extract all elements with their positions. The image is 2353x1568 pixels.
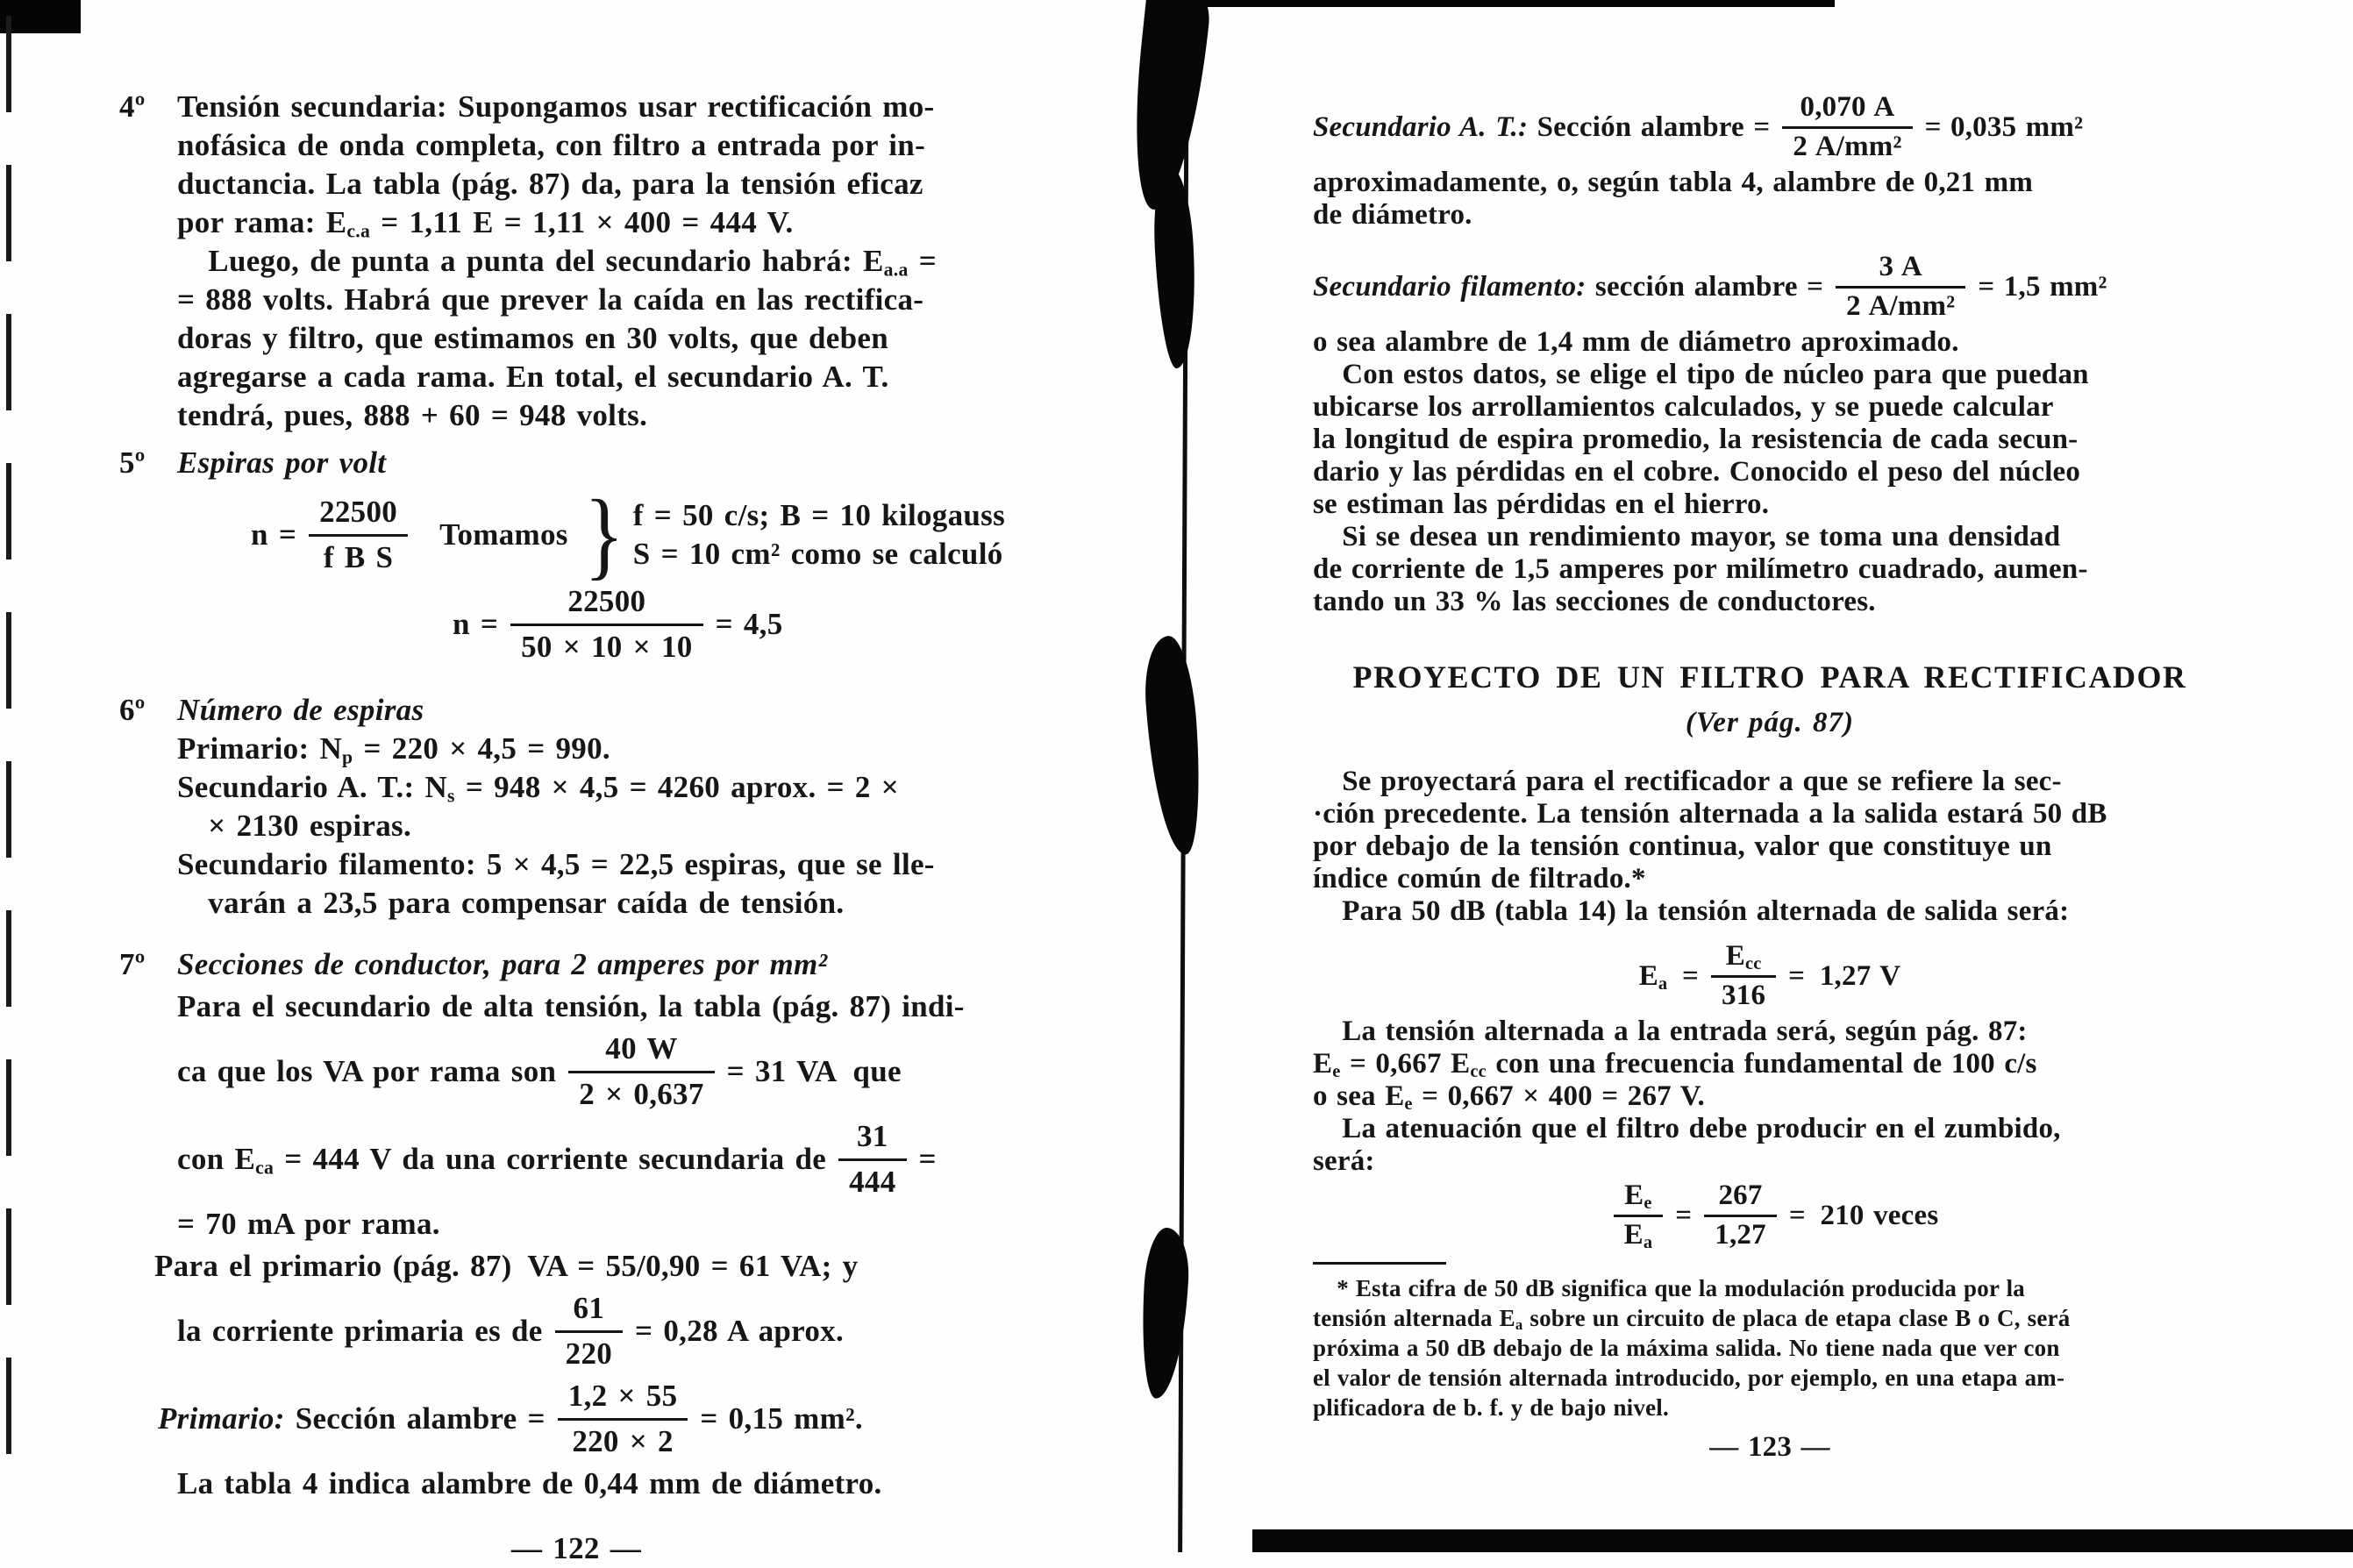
ink-blot-middle bbox=[1141, 634, 1205, 856]
condition-f-b: f = 50 c/s; B = 10 kilogauss bbox=[632, 498, 1005, 532]
section-7-title: Secciones de conductor, para 2 amperes por mm² bbox=[177, 947, 828, 981]
text-line: la longitud de espira promedio, la resistencia de cada secun- bbox=[1313, 424, 2078, 455]
text-line: el valor de tensión alternada introducido, por ejemplo, en una etapa am- bbox=[1313, 1365, 2065, 1391]
formula-atenuacion: $\frac{E_e}{E_a}$ = $\frac{267}{1,27}$ = 210 veces bbox=[1313, 1180, 2227, 1251]
text-line: doras y filtro, que estimamos en 30 volts, que deben bbox=[177, 321, 888, 355]
text-line: * Esta cifra de 50 dB significa que la modulación producida por la bbox=[1313, 1275, 2025, 1301]
text-line: de diámetro. bbox=[1313, 199, 1472, 231]
text-line: = 888 volts. Habrá que prever la caída en las rectifica- bbox=[177, 282, 924, 317]
text-line: tando un 33 % las secciones de conductores. bbox=[1313, 586, 1876, 617]
formula-secundario-filamento: Secundario filamento: sección alambre = $\frac{3 A}{\text{2 A/mm²}}$ = 1,5 mm² bbox=[1313, 251, 2107, 322]
paragraph-con-estos-datos bbox=[1313, 359, 2227, 521]
section-7-number: 7º bbox=[119, 947, 146, 981]
page-number-122: — 122 — bbox=[510, 1531, 642, 1565]
text-line: Con estos datos, se elige el tipo de núcleo para que puedan bbox=[1313, 359, 2089, 390]
fraction-12x55: $\frac{1,2 \times 55}{220 \times 2}$ bbox=[558, 1377, 688, 1461]
text-line: ductancia. La tabla (pág. 87) da, para la tensión eficaz bbox=[177, 167, 923, 201]
formula-corriente-primaria: la corriente primaria es de $\frac{61}{220}$ = 0,28 A aprox. bbox=[119, 1289, 1033, 1373]
section-6-numero-de-espiras bbox=[119, 730, 1033, 923]
page-number-123: — 123 — bbox=[1709, 1431, 1830, 1463]
ink-blot-top-tail bbox=[1151, 166, 1200, 369]
section-6-text bbox=[177, 730, 1033, 923]
chapter-heading: PROYECTO DE UN FILTRO PARA RECTIFICADOR bbox=[1352, 659, 2187, 695]
top-edge-scan-bar bbox=[1159, 0, 1835, 7]
section-7-line-1: Para el secundario de alta tensión, la tabla (pág. 87) indi- bbox=[177, 989, 965, 1023]
section-5-heading bbox=[119, 444, 1033, 482]
corner-scan-block bbox=[0, 0, 81, 33]
section-4-text bbox=[177, 88, 1033, 435]
bottom-edge-scan-bar bbox=[1252, 1529, 2353, 1552]
formula-seccion-alambre-primario: Primario: Sección alambre = $\frac{1,2 \times 55}{220 \times 2}$ = 0,15 mm². bbox=[119, 1377, 1033, 1461]
condition-s: S = 10 cm² como se calculó bbox=[632, 537, 1003, 571]
text-line: plificadora de b. f. y de bajo nivel. bbox=[1313, 1394, 1669, 1421]
paragraph-la-tension bbox=[1313, 1016, 2227, 1178]
text-line: índice común de filtrado.* bbox=[1313, 863, 1646, 894]
text-line: × 2130 espiras. bbox=[177, 809, 411, 843]
fraction-61-220: $\frac{61}{220}$ bbox=[555, 1289, 623, 1373]
section-7-line-tabla4: La tabla 4 indica alambre de 0,44 mm de diámetro. bbox=[177, 1466, 882, 1500]
text-line: tensión alternada $E_a$ sobre un circuito de placa de etapa clase B o C, será bbox=[1313, 1305, 2071, 1334]
text-line: próxima a 50 dB debajo de la máxima salida. No tiene nada que ver con bbox=[1313, 1335, 2060, 1361]
text-line: ·ción precedente. La tensión alternada a la salida estará 50 dB bbox=[1313, 798, 2107, 830]
section-7-line-primario-va: Para el primario (pág. 87) VA = 55/0,90 = 61 VA; y bbox=[154, 1249, 859, 1283]
left-edge-scan-line bbox=[6, 16, 11, 1507]
fraction-31-444: $\frac{31}{444}$ bbox=[838, 1117, 906, 1201]
paragraph-si-se-desea bbox=[1313, 521, 2227, 618]
fraction-40w: $\frac{40 W}{2 \times 0,637}$ bbox=[568, 1030, 714, 1114]
ink-blot-lower bbox=[1138, 1227, 1191, 1400]
section-4-number: 4º bbox=[119, 89, 146, 124]
text-line: Para 50 dB (tabla 14) la tensión alternada de salida será: bbox=[1313, 895, 2070, 927]
brace-glyph: } bbox=[583, 481, 624, 589]
section-7-line-70ma: = 70 mA por rama. bbox=[177, 1207, 440, 1241]
tomamos-word: Tomamos bbox=[439, 517, 568, 552]
fraction-3a: $\frac{3 A}{\text{2 A/mm²}}$ bbox=[1836, 251, 1965, 323]
text-line: o sea $E_e = 0,667 \times 400 = 267$ V. bbox=[1313, 1080, 1705, 1115]
text-line: ubicarse los arrollamientos calculados, y se puede calcular bbox=[1313, 391, 2054, 423]
formula-corriente-secundaria: con $E_{ca} = 444$ V da una corriente secundaria de $\frac{31}{444}$ = bbox=[119, 1117, 1033, 1201]
footnote-rule bbox=[1313, 1262, 1446, 1265]
formula-secundario-at: Secundario A. T.: Sección alambre = $\frac{0,070 A}{\text{2 A/mm²}}$ = 0,035 mm² bbox=[1313, 91, 2084, 162]
formula-espiras-por-volt bbox=[251, 481, 1033, 589]
fraction-0070a: $\frac{0,070 A}{\text{2 A/mm²}}$ bbox=[1782, 91, 1912, 163]
fraction-ecc-316: $\frac{E_{cc}}{316}$ bbox=[1711, 940, 1776, 1012]
fraction-22500-501010: $\frac{22500}{50 \times 10 \times 10}$ bbox=[510, 582, 703, 666]
text-line: dario y las pérdidas en el cobre. Conocido el peso del núcleo bbox=[1313, 456, 2081, 488]
text-line: Tensión secundaria: Supongamos usar rectificación mo- bbox=[177, 89, 935, 124]
text-line: agregarse a cada rama. En total, el secundario A. T. bbox=[177, 360, 889, 394]
section-5-title: Espiras por volt bbox=[177, 445, 387, 480]
chapter-subheading: (Ver pág. 87) bbox=[1685, 707, 1855, 738]
text-line: La tensión alternada a la entrada será, según pág. 87: bbox=[1313, 1016, 2028, 1047]
page-122 bbox=[119, 88, 1033, 1568]
text-line: Se proyectará para el rectificador a que se refiere la sec- bbox=[1313, 766, 2062, 797]
formula-rhs: = 4,5 bbox=[715, 607, 783, 641]
text-line: o sea alambre de 1,4 mm de diámetro aproximado. bbox=[1313, 326, 1959, 358]
formula-lhs: n = bbox=[251, 517, 297, 552]
section-6-title: Número de espiras bbox=[177, 693, 424, 727]
footnote-text bbox=[1313, 1273, 2227, 1422]
fraction-267-127: $\frac{267}{1,27}$ bbox=[1704, 1180, 1777, 1251]
after-secundario-at bbox=[1313, 167, 2227, 232]
text-line: se estiman las pérdidas en el hierro. bbox=[1313, 488, 1770, 520]
text-line: Si se desea un rendimiento mayor, se toma una densidad bbox=[1313, 521, 2061, 552]
text-line: varán a 23,5 para compensar caída de tensión. bbox=[177, 886, 845, 920]
text-line: nofásica de onda completa, con filtro a entrada por in- bbox=[177, 128, 926, 162]
text-line: tendrá, pues, 888 + 60 = 948 volts. bbox=[177, 398, 648, 432]
text-line: $E_e = 0,667$ $E_{cc}$ con una frecuencia fundamental de 100 c/s bbox=[1313, 1048, 2037, 1082]
section-7-heading bbox=[119, 945, 1033, 984]
section-5-number: 5º bbox=[119, 445, 146, 480]
text-line: Secundario A. T.: $N_s = 948 \times 4,5 = 4260$ aprox. = 2 × bbox=[177, 770, 899, 807]
section-6-number: 6º bbox=[119, 693, 146, 727]
text-line: Secundario filamento: 5 × 4,5 = 22,5 espiras, que se lle- bbox=[177, 847, 935, 881]
section-6-heading bbox=[119, 691, 1033, 730]
text-line: será: bbox=[1313, 1145, 1375, 1177]
formula-conditions bbox=[633, 496, 1005, 574]
paragraph-se-proyectara bbox=[1313, 766, 2227, 928]
page-123 bbox=[1313, 88, 2227, 1464]
fraction-ee-ea: $\frac{E_e}{E_a}$ bbox=[1614, 1180, 1664, 1251]
formula-va-por-rama: ca que los VA por rama son $\frac{40 W}{2 \times 0,637}$ = 31 VA que bbox=[119, 1030, 1033, 1114]
text-line: Primario: $N_p = 220 \times 4,5 = 990$. bbox=[177, 731, 610, 768]
text-line: por rama: $E_{c.a} = 1,11$ E = 1,11 × 400 = 444 V. bbox=[177, 205, 794, 242]
formula-ea: $E_a$ = $\frac{E_{cc}}{316}$ = 1,27 V bbox=[1638, 940, 1901, 1011]
formula-n-resultado bbox=[453, 582, 1033, 666]
text-line: aproximadamente, o, según tabla 4, alambre de 0,21 mm bbox=[1313, 167, 2034, 198]
formula-lhs: n = bbox=[453, 607, 499, 641]
section-4-tension-secundaria bbox=[119, 88, 1033, 435]
after-secundario-filamento bbox=[1313, 326, 2227, 359]
fraction-22500-fbs: $\frac{22500}{\text{f B S}}$ bbox=[309, 493, 408, 577]
text-line: por debajo de la tensión continua, valor que constituye un bbox=[1313, 830, 2052, 862]
text-line: La atenuación que el filtro debe producir en el zumbido, bbox=[1313, 1113, 2061, 1144]
text-line: de corriente de 1,5 amperes por milímetro cuadrado, aumen- bbox=[1313, 553, 2088, 585]
text-line: Luego, de punta a punta del secundario habrá: $E_{a.a}$ = bbox=[177, 244, 937, 281]
